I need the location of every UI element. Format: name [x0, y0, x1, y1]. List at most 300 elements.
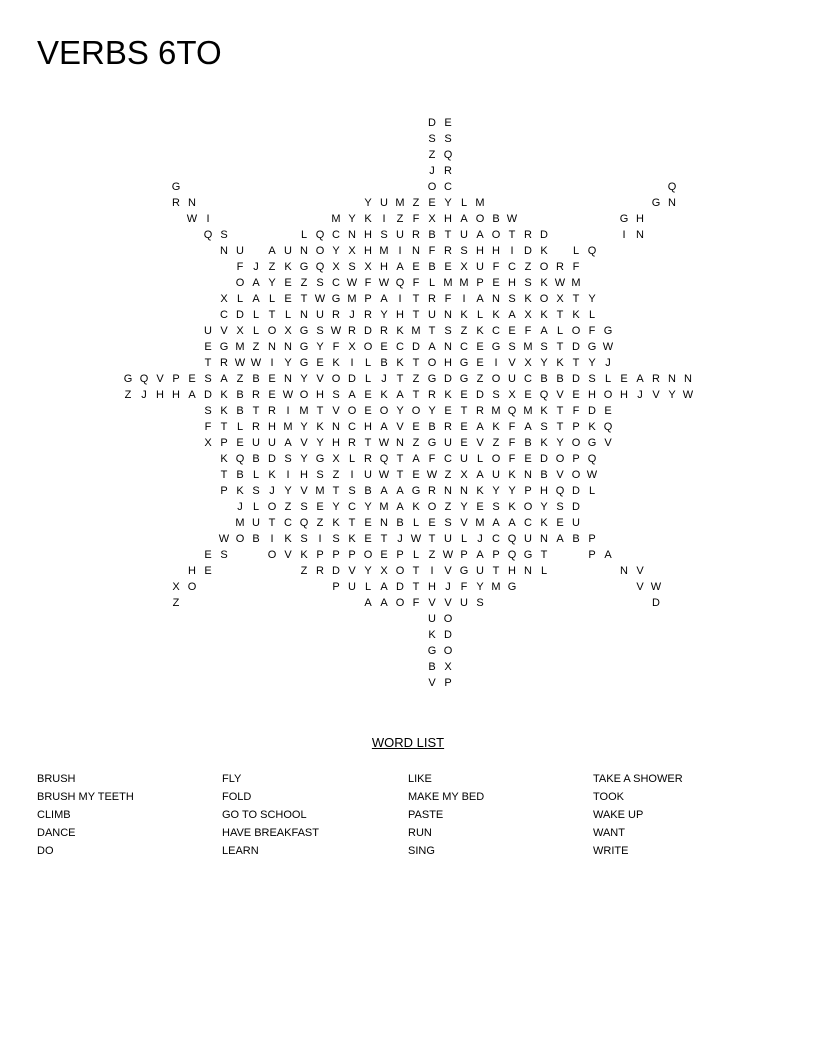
puzzle-letter: B — [380, 357, 388, 369]
puzzle-letter: E — [444, 405, 452, 417]
puzzle-letter: I — [206, 213, 210, 225]
puzzle-row — [0, 355, 816, 371]
puzzle-letter: H — [300, 469, 308, 481]
puzzle-letter: Z — [492, 437, 500, 449]
puzzle-letter: M — [283, 421, 293, 433]
puzzle-letter: N — [332, 421, 340, 433]
word-list-column — [593, 770, 778, 860]
word-list-item: BRUSH MY TEETH — [37, 791, 134, 803]
puzzle-letter: T — [332, 485, 340, 497]
puzzle-letter: S — [428, 133, 436, 145]
word-list-item: RUN — [408, 827, 432, 839]
puzzle-letter: T — [396, 453, 404, 465]
puzzle-letter: Q — [443, 149, 453, 161]
puzzle-letter: S — [252, 485, 260, 497]
puzzle-letter: G — [523, 549, 533, 561]
puzzle-letter: E — [476, 341, 484, 353]
puzzle-letter: A — [220, 373, 228, 385]
puzzle-letter: G — [459, 357, 469, 369]
puzzle-letter: U — [364, 469, 372, 481]
puzzle-letter: V — [444, 597, 452, 609]
puzzle-letter: E — [556, 517, 564, 529]
puzzle-letter: H — [588, 389, 596, 401]
puzzle-letter: M — [315, 485, 325, 497]
puzzle-letter: N — [444, 309, 452, 321]
puzzle-letter: K — [540, 517, 548, 529]
word-list-column — [37, 770, 222, 860]
puzzle-letter: K — [460, 309, 468, 321]
puzzle-letter: A — [460, 213, 468, 225]
puzzle-letter: V — [652, 389, 660, 401]
puzzle-letter: M — [395, 197, 405, 209]
puzzle-letter: B — [236, 389, 244, 401]
puzzle-letter: F — [364, 277, 372, 289]
puzzle-letter: I — [350, 469, 354, 481]
puzzle-letter: O — [603, 389, 613, 401]
puzzle-row — [0, 179, 816, 195]
puzzle-letter: A — [508, 309, 516, 321]
puzzle-letter: O — [411, 405, 421, 417]
puzzle-letter: K — [220, 405, 228, 417]
puzzle-letter: Y — [364, 197, 372, 209]
puzzle-letter: C — [492, 533, 500, 545]
puzzle-row — [0, 483, 816, 499]
puzzle-letter: V — [428, 677, 436, 689]
puzzle-letter: W — [234, 357, 246, 369]
puzzle-letter: V — [316, 373, 324, 385]
puzzle-letter: B — [428, 229, 436, 241]
puzzle-letter: O — [555, 453, 565, 465]
puzzle-letter: T — [412, 293, 420, 305]
word-list-item: SING — [408, 845, 435, 857]
puzzle-letter: Y — [332, 245, 340, 257]
puzzle-letter: P — [476, 277, 484, 289]
puzzle-letter: R — [364, 309, 372, 321]
word-list-item: FOLD — [222, 791, 252, 803]
puzzle-letter: I — [286, 405, 290, 417]
puzzle-letter: H — [156, 389, 164, 401]
puzzle-letter: K — [412, 501, 420, 513]
puzzle-letter: S — [332, 533, 340, 545]
puzzle-letter: T — [380, 533, 388, 545]
puzzle-letter: S — [588, 373, 596, 385]
puzzle-letter: B — [252, 373, 260, 385]
puzzle-letter: N — [492, 293, 500, 305]
puzzle-letter: V — [508, 357, 516, 369]
puzzle-letter: T — [460, 405, 468, 417]
puzzle-letter: K — [348, 533, 356, 545]
puzzle-letter: D — [268, 453, 276, 465]
puzzle-letter: E — [204, 341, 212, 353]
puzzle-letter: N — [668, 373, 676, 385]
puzzle-letter: X — [204, 437, 212, 449]
puzzle-letter: R — [556, 261, 564, 273]
puzzle-letter: D — [444, 629, 452, 641]
puzzle-letter: A — [476, 469, 484, 481]
puzzle-letter: O — [395, 597, 405, 609]
puzzle-letter: K — [268, 469, 276, 481]
puzzle-letter: R — [380, 325, 388, 337]
puzzle-letter: A — [412, 453, 420, 465]
puzzle-letter: K — [220, 389, 228, 401]
puzzle-letter: S — [508, 293, 516, 305]
puzzle-letter: L — [236, 293, 244, 305]
puzzle-letter: F — [508, 437, 516, 449]
puzzle-letter: I — [462, 293, 466, 305]
puzzle-letter: R — [332, 309, 340, 321]
puzzle-letter: D — [572, 373, 580, 385]
puzzle-letter: J — [445, 581, 451, 593]
puzzle-letter: Q — [395, 277, 405, 289]
puzzle-letter: L — [476, 453, 484, 465]
puzzle-letter: F — [236, 261, 244, 273]
puzzle-letter: B — [364, 485, 372, 497]
puzzle-letter: A — [380, 581, 388, 593]
puzzle-letter: R — [348, 437, 356, 449]
word-list-item: CLIMB — [37, 809, 71, 821]
puzzle-letter: T — [252, 405, 260, 417]
puzzle-letter: Y — [396, 405, 404, 417]
puzzle-row — [0, 259, 816, 275]
puzzle-letter: E — [204, 549, 212, 561]
puzzle-letter: R — [476, 405, 484, 417]
puzzle-letter: F — [572, 405, 580, 417]
puzzle-letter: Y — [540, 357, 548, 369]
puzzle-row — [0, 131, 816, 147]
puzzle-letter: L — [252, 501, 260, 513]
puzzle-letter: Y — [316, 437, 324, 449]
puzzle-letter: Q — [299, 517, 309, 529]
puzzle-letter: M — [379, 245, 389, 257]
puzzle-letter: E — [460, 437, 468, 449]
puzzle-letter: Z — [236, 373, 244, 385]
puzzle-letter: Y — [492, 485, 500, 497]
puzzle-letter: P — [460, 549, 468, 561]
puzzle-letter: C — [220, 309, 228, 321]
puzzle-letter: U — [444, 437, 452, 449]
puzzle-letter: K — [572, 309, 580, 321]
puzzle-letter: D — [444, 373, 452, 385]
puzzle-letter: A — [252, 277, 260, 289]
puzzle-letter: H — [268, 421, 276, 433]
puzzle-letter: T — [220, 469, 228, 481]
puzzle-letter: E — [428, 517, 436, 529]
puzzle-letter: K — [540, 437, 548, 449]
puzzle-row — [0, 195, 816, 211]
puzzle-letter: T — [572, 293, 580, 305]
puzzle-letter: S — [524, 277, 532, 289]
puzzle-letter: K — [380, 389, 388, 401]
word-list-item: TOOK — [593, 791, 624, 803]
puzzle-row — [0, 227, 816, 243]
puzzle-letter: Z — [124, 389, 132, 401]
puzzle-letter: R — [172, 197, 180, 209]
puzzle-letter: A — [364, 597, 372, 609]
puzzle-letter: L — [236, 421, 244, 433]
puzzle-letter: N — [684, 373, 692, 385]
puzzle-letter: K — [540, 277, 548, 289]
puzzle-letter: V — [220, 325, 228, 337]
puzzle-letter: U — [572, 517, 580, 529]
puzzle-letter: W — [330, 325, 342, 337]
puzzle-letter: F — [428, 245, 436, 257]
puzzle-letter: B — [428, 261, 436, 273]
puzzle-letter: P — [572, 453, 580, 465]
puzzle-letter: Z — [332, 469, 340, 481]
puzzle-letter: G — [619, 213, 629, 225]
puzzle-letter: W — [378, 469, 390, 481]
puzzle-letter: Y — [444, 197, 452, 209]
puzzle-letter: T — [540, 549, 548, 561]
puzzle-letter: Z — [428, 549, 436, 561]
puzzle-letter: S — [204, 373, 212, 385]
puzzle-letter: K — [556, 357, 564, 369]
puzzle-row — [0, 643, 816, 659]
puzzle-letter: X — [332, 453, 340, 465]
puzzle-letter: E — [380, 341, 388, 353]
puzzle-letter: A — [380, 421, 388, 433]
puzzle-letter: T — [412, 309, 420, 321]
puzzle-letter: T — [348, 517, 356, 529]
puzzle-letter: Q — [507, 533, 517, 545]
puzzle-letter: N — [284, 341, 292, 353]
puzzle-letter: Q — [507, 549, 517, 561]
puzzle-letter: A — [380, 293, 388, 305]
puzzle-letter: T — [364, 437, 372, 449]
puzzle-letter: M — [235, 341, 245, 353]
puzzle-letter: A — [476, 229, 484, 241]
puzzle-letter: A — [396, 485, 404, 497]
puzzle-letter: C — [524, 373, 532, 385]
puzzle-letter: O — [187, 581, 197, 593]
puzzle-letter: O — [315, 245, 325, 257]
puzzle-letter: V — [284, 549, 292, 561]
puzzle-letter: H — [172, 389, 180, 401]
puzzle-letter: B — [428, 661, 436, 673]
puzzle-letter: E — [268, 373, 276, 385]
puzzle-letter: S — [300, 533, 308, 545]
puzzle-letter: P — [348, 549, 356, 561]
puzzle-letter: H — [492, 245, 500, 257]
puzzle-letter: M — [491, 581, 501, 593]
puzzle-letter: W — [506, 213, 518, 225]
puzzle-letter: L — [412, 517, 420, 529]
puzzle-letter: J — [141, 389, 147, 401]
puzzle-letter: H — [316, 389, 324, 401]
puzzle-letter: Y — [588, 357, 596, 369]
puzzle-letter: D — [572, 501, 580, 513]
puzzle-letter: Y — [540, 501, 548, 513]
puzzle-letter: G — [587, 437, 597, 449]
puzzle-letter: T — [428, 325, 436, 337]
puzzle-letter: E — [444, 261, 452, 273]
puzzle-letter: G — [299, 325, 309, 337]
puzzle-letter: T — [396, 469, 404, 481]
puzzle-row — [0, 595, 816, 611]
puzzle-letter: N — [444, 485, 452, 497]
puzzle-letter: M — [475, 197, 485, 209]
puzzle-letter: E — [268, 389, 276, 401]
puzzle-row — [0, 659, 816, 675]
puzzle-letter: R — [252, 421, 260, 433]
puzzle-letter: X — [556, 293, 564, 305]
puzzle-letter: E — [364, 517, 372, 529]
puzzle-letter: Y — [284, 485, 292, 497]
puzzle-row — [0, 419, 816, 435]
puzzle-letter: K — [396, 357, 404, 369]
puzzle-letter: X — [172, 581, 180, 593]
puzzle-row — [0, 115, 816, 131]
puzzle-letter: O — [267, 549, 277, 561]
puzzle-letter: P — [332, 581, 340, 593]
puzzle-letter: A — [284, 437, 292, 449]
puzzle-letter: A — [492, 517, 500, 529]
puzzle-letter: K — [540, 405, 548, 417]
puzzle-letter: R — [364, 453, 372, 465]
puzzle-letter: K — [332, 357, 340, 369]
puzzle-letter: R — [412, 229, 420, 241]
puzzle-letter: F — [332, 341, 340, 353]
puzzle-letter: K — [476, 485, 484, 497]
puzzle-letter: X — [428, 213, 436, 225]
puzzle-letter: M — [523, 341, 533, 353]
puzzle-letter: Y — [300, 421, 308, 433]
puzzle-letter: O — [571, 325, 581, 337]
puzzle-letter: O — [347, 405, 357, 417]
puzzle-row — [0, 451, 816, 467]
puzzle-letter: A — [396, 261, 404, 273]
puzzle-letter: W — [218, 533, 230, 545]
puzzle-letter: Z — [284, 501, 292, 513]
puzzle-letter: C — [332, 229, 340, 241]
puzzle-letter: M — [379, 501, 389, 513]
puzzle-letter: O — [475, 213, 485, 225]
puzzle-letter: X — [460, 469, 468, 481]
puzzle-letter: W — [410, 533, 422, 545]
puzzle-letter: Y — [668, 389, 676, 401]
puzzle-row — [0, 675, 816, 691]
puzzle-letter: H — [396, 309, 404, 321]
puzzle-letter: W — [186, 213, 198, 225]
puzzle-letter: A — [380, 597, 388, 609]
puzzle-letter: D — [332, 565, 340, 577]
puzzle-letter: U — [476, 261, 484, 273]
puzzle-letter: D — [204, 389, 212, 401]
puzzle-letter: O — [331, 373, 341, 385]
puzzle-letter: W — [378, 437, 390, 449]
puzzle-letter: W — [602, 341, 614, 353]
puzzle-letter: K — [508, 501, 516, 513]
puzzle-letter: T — [268, 309, 276, 321]
puzzle-letter: Z — [444, 501, 452, 513]
puzzle-letter: K — [364, 213, 372, 225]
puzzle-letter: H — [364, 245, 372, 257]
puzzle-letter: D — [396, 581, 404, 593]
puzzle-letter: L — [364, 373, 372, 385]
puzzle-letter: A — [396, 501, 404, 513]
puzzle-letter: L — [460, 533, 468, 545]
puzzle-letter: M — [475, 517, 485, 529]
puzzle-letter: D — [412, 341, 420, 353]
puzzle-row — [0, 547, 816, 563]
puzzle-letter: W — [554, 277, 566, 289]
puzzle-letter: C — [332, 277, 340, 289]
puzzle-letter: F — [444, 293, 452, 305]
puzzle-letter: Q — [203, 229, 213, 241]
puzzle-row — [0, 243, 816, 259]
puzzle-letter: U — [476, 565, 484, 577]
puzzle-letter: E — [412, 469, 420, 481]
puzzle-letter: Q — [315, 229, 325, 241]
puzzle-letter: R — [316, 565, 324, 577]
puzzle-letter: Y — [364, 501, 372, 513]
puzzle-letter: L — [540, 565, 548, 577]
puzzle-row — [0, 499, 816, 515]
puzzle-letter: O — [427, 181, 437, 193]
puzzle-letter: N — [524, 469, 532, 481]
puzzle-letter: R — [524, 229, 532, 241]
puzzle-letter: X — [524, 309, 532, 321]
puzzle-letter: P — [364, 293, 372, 305]
puzzle-letter: G — [507, 581, 517, 593]
puzzle-letter: M — [523, 405, 533, 417]
puzzle-letter: O — [267, 501, 277, 513]
puzzle-letter: C — [444, 453, 452, 465]
puzzle-letter: Z — [412, 197, 420, 209]
puzzle-letter: K — [236, 485, 244, 497]
puzzle-letter: G — [427, 373, 437, 385]
puzzle-letter: B — [540, 373, 548, 385]
puzzle-letter: E — [508, 325, 516, 337]
puzzle-letter: Y — [476, 581, 484, 593]
puzzle-letter: I — [430, 565, 434, 577]
word-list-item: BRUSH — [37, 773, 76, 785]
puzzle-letter: U — [460, 453, 468, 465]
puzzle-letter: P — [220, 437, 228, 449]
puzzle-letter: L — [412, 549, 420, 561]
puzzle-letter: K — [540, 245, 548, 257]
puzzle-letter: B — [252, 453, 260, 465]
puzzle-letter: E — [364, 389, 372, 401]
puzzle-letter: G — [315, 453, 325, 465]
puzzle-letter: C — [348, 421, 356, 433]
puzzle-letter: J — [429, 165, 435, 177]
puzzle-letter: U — [428, 309, 436, 321]
puzzle-letter: B — [572, 533, 580, 545]
puzzle-letter: Y — [316, 341, 324, 353]
puzzle-letter: N — [348, 229, 356, 241]
puzzle-letter: K — [540, 309, 548, 321]
puzzle-letter: J — [349, 309, 355, 321]
puzzle-letter: Z — [460, 325, 468, 337]
puzzle-letter: U — [396, 229, 404, 241]
puzzle-letter: V — [348, 565, 356, 577]
puzzle-letter: E — [444, 117, 452, 129]
puzzle-letter: F — [492, 261, 500, 273]
puzzle-letter: I — [270, 357, 274, 369]
puzzle-letter: E — [524, 389, 532, 401]
puzzle-letter: E — [412, 261, 420, 273]
puzzle-letter: H — [636, 213, 644, 225]
puzzle-letter: Y — [380, 309, 388, 321]
puzzle-letter: C — [524, 517, 532, 529]
puzzle-letter: D — [524, 245, 532, 257]
puzzle-letter: E — [604, 405, 612, 417]
word-list-item: LIKE — [408, 773, 432, 785]
puzzle-letter: H — [428, 581, 436, 593]
puzzle-letter: F — [412, 597, 420, 609]
puzzle-letter: G — [427, 645, 437, 657]
